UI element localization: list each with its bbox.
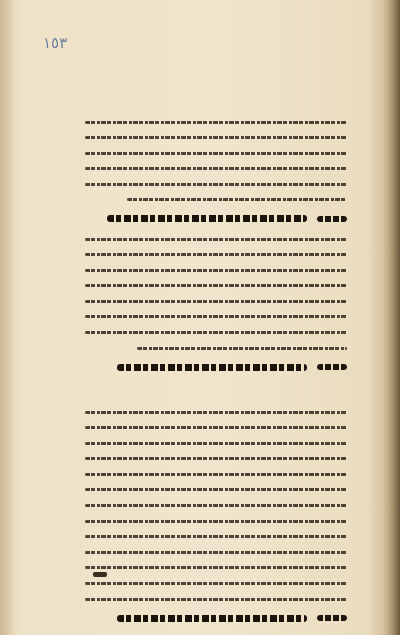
manuscript-line bbox=[85, 233, 347, 245]
manuscript-line bbox=[85, 163, 347, 175]
text-section bbox=[85, 116, 347, 234]
ink-stroke bbox=[127, 198, 347, 201]
manuscript-line bbox=[85, 468, 347, 480]
ink-stroke bbox=[137, 347, 347, 350]
ink-stroke bbox=[85, 253, 347, 256]
manuscript-line bbox=[85, 178, 347, 190]
ink-stroke bbox=[85, 284, 347, 287]
ink-stroke bbox=[85, 315, 347, 318]
manuscript-line bbox=[85, 453, 347, 465]
manuscript-line bbox=[85, 593, 347, 605]
page-edge-shadow bbox=[384, 0, 400, 635]
manuscript-line bbox=[85, 249, 347, 261]
ink-stroke bbox=[85, 269, 347, 272]
arabic-heading-line bbox=[85, 210, 347, 228]
manuscript-line bbox=[85, 406, 347, 418]
arabic-heading-line bbox=[85, 609, 347, 627]
manuscript-line bbox=[85, 295, 347, 307]
text-section bbox=[85, 406, 347, 633]
ink-stroke bbox=[85, 582, 347, 585]
manuscript-line bbox=[85, 500, 347, 512]
ink-stroke bbox=[85, 238, 347, 241]
ink-stroke bbox=[85, 411, 347, 414]
manuscript-line bbox=[85, 437, 347, 449]
ink-stroke bbox=[85, 426, 347, 429]
arabic-heading-line bbox=[85, 358, 347, 376]
text-section bbox=[85, 233, 347, 382]
ink-stroke bbox=[85, 183, 347, 186]
ink-stroke bbox=[85, 121, 347, 124]
heading-ink-stroke bbox=[107, 215, 307, 222]
ink-stroke bbox=[85, 442, 347, 445]
manuscript-line bbox=[85, 515, 347, 527]
manuscript-line bbox=[85, 327, 347, 339]
catchword bbox=[93, 567, 107, 580]
ink-stroke bbox=[85, 300, 347, 303]
ink-stroke bbox=[85, 566, 347, 569]
manuscript-line bbox=[85, 578, 347, 590]
manuscript-line bbox=[85, 264, 347, 276]
folio-number: ١٥٣ bbox=[43, 34, 68, 52]
ink-stroke bbox=[85, 598, 347, 601]
ink-stroke bbox=[85, 488, 347, 491]
question-label-mark bbox=[317, 216, 347, 222]
manuscript-line bbox=[85, 194, 347, 206]
question-label-mark bbox=[317, 615, 347, 621]
ink-stroke bbox=[85, 152, 347, 155]
question-label-mark bbox=[317, 364, 347, 370]
ink-stroke bbox=[85, 457, 347, 460]
ink-stroke bbox=[85, 167, 347, 170]
ink-stroke bbox=[85, 551, 347, 554]
manuscript-line bbox=[85, 562, 347, 574]
manuscript-line bbox=[85, 311, 347, 323]
heading-ink-stroke bbox=[117, 615, 307, 622]
ink-stroke bbox=[85, 136, 347, 139]
manuscript-line bbox=[85, 280, 347, 292]
ink-stroke bbox=[85, 473, 347, 476]
manuscript-line bbox=[85, 484, 347, 496]
ink-stroke bbox=[85, 504, 347, 507]
ink-stroke bbox=[85, 535, 347, 538]
heading-ink-stroke bbox=[117, 364, 307, 371]
manuscript-line bbox=[85, 147, 347, 159]
manuscript-line bbox=[85, 132, 347, 144]
binding-gutter bbox=[0, 0, 14, 635]
manuscript-line bbox=[85, 422, 347, 434]
manuscript-line bbox=[85, 116, 347, 128]
manuscript-line bbox=[85, 342, 347, 354]
ink-stroke bbox=[85, 520, 347, 523]
ink-stroke bbox=[85, 331, 347, 334]
manuscript-line bbox=[85, 546, 347, 558]
manuscript-line bbox=[85, 531, 347, 543]
